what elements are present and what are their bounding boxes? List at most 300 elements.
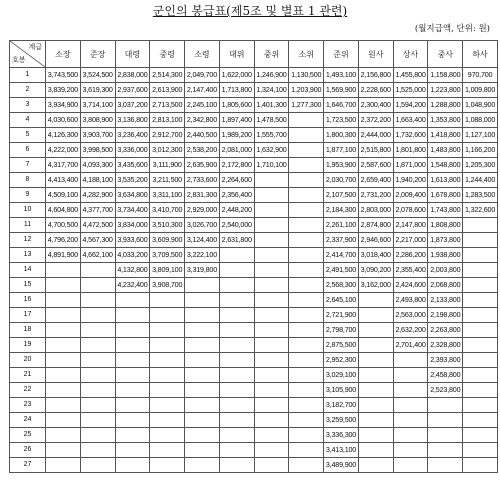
salary-cell: 2,713,500 — [150, 98, 185, 113]
salary-cell: 2,147,400 — [185, 83, 220, 98]
salary-cell: 3,012,300 — [150, 143, 185, 158]
salary-cell: 2,838,000 — [115, 68, 150, 83]
salary-cell: 2,009,400 — [393, 188, 428, 203]
salary-cell — [289, 248, 324, 263]
salary-cell — [289, 113, 324, 128]
salary-cell: 4,232,400 — [115, 278, 150, 293]
salary-cell — [219, 368, 254, 383]
salary-cell: 1,663,400 — [393, 113, 428, 128]
salary-cell: 3,709,500 — [150, 248, 185, 263]
salary-cell — [358, 383, 393, 398]
salary-cell: 2,261,100 — [324, 218, 359, 233]
salary-cell — [150, 428, 185, 443]
salary-cell — [393, 368, 428, 383]
table-row — [10, 428, 498, 443]
salary-cell — [80, 383, 115, 398]
salary-cell — [358, 458, 393, 473]
salary-cell: 1,594,200 — [393, 98, 428, 113]
salary-cell: 1,801,800 — [393, 143, 428, 158]
salary-cell — [115, 443, 150, 458]
salary-cell — [393, 443, 428, 458]
salary-cell — [46, 443, 81, 458]
salary-cell: 1,283,500 — [463, 188, 498, 203]
salary-cell: 2,156,800 — [358, 68, 393, 83]
salary-cell: 2,328,800 — [428, 338, 463, 353]
salary-cell: 2,172,800 — [219, 158, 254, 173]
salary-cell: 3,743,500 — [46, 68, 81, 83]
salary-cell: 2,875,500 — [324, 338, 359, 353]
step-cell: 5 — [10, 128, 46, 143]
salary-cell: 4,188,100 — [80, 173, 115, 188]
salary-cell — [80, 278, 115, 293]
salary-cell: 2,493,800 — [393, 293, 428, 308]
salary-cell: 2,813,100 — [150, 113, 185, 128]
salary-cell — [115, 458, 150, 473]
salary-cell — [289, 293, 324, 308]
salary-cell: 1,166,200 — [463, 143, 498, 158]
salary-cell — [80, 308, 115, 323]
salary-cell: 3,222,100 — [185, 248, 220, 263]
salary-cell — [289, 353, 324, 368]
salary-cell: 1,873,800 — [428, 233, 463, 248]
salary-cell — [358, 398, 393, 413]
column-header-major: 소령 — [185, 41, 220, 68]
salary-cell: 2,733,600 — [185, 173, 220, 188]
salary-cell: 3,834,000 — [115, 218, 150, 233]
salary-cell: 3,236,400 — [115, 128, 150, 143]
salary-cell: 1,800,300 — [324, 128, 359, 143]
salary-cell — [150, 398, 185, 413]
table-row — [10, 98, 498, 113]
column-header-colonel: 대령 — [115, 41, 150, 68]
table-row — [10, 278, 498, 293]
salary-cell: 2,078,600 — [393, 203, 428, 218]
salary-cell — [463, 218, 498, 233]
salary-cell: 2,946,600 — [358, 233, 393, 248]
salary-cell — [115, 353, 150, 368]
salary-cell — [46, 308, 81, 323]
salary-cell: 1,048,900 — [463, 98, 498, 113]
salary-cell: 2,414,700 — [324, 248, 359, 263]
salary-cell: 4,662,100 — [80, 248, 115, 263]
salary-cell: 2,912,700 — [150, 128, 185, 143]
salary-cell — [289, 263, 324, 278]
step-cell: 27 — [10, 458, 46, 473]
salary-cell: 1,130,500 — [289, 68, 324, 83]
salary-cell: 4,093,300 — [80, 158, 115, 173]
salary-cell: 2,631,800 — [219, 233, 254, 248]
salary-cell — [463, 368, 498, 383]
table-row — [10, 323, 498, 338]
step-cell: 21 — [10, 368, 46, 383]
salary-cell: 3,734,400 — [115, 203, 150, 218]
step-cell: 16 — [10, 293, 46, 308]
salary-cell — [150, 353, 185, 368]
step-cell: 7 — [10, 158, 46, 173]
salary-cell: 3,934,900 — [46, 98, 81, 113]
salary-cell — [46, 428, 81, 443]
step-cell: 23 — [10, 398, 46, 413]
salary-cell: 2,355,400 — [393, 263, 428, 278]
salary-cell — [185, 443, 220, 458]
salary-cell: 2,440,500 — [185, 128, 220, 143]
salary-cell — [80, 458, 115, 473]
step-cell: 18 — [10, 323, 46, 338]
salary-cell: 3,634,800 — [115, 188, 150, 203]
salary-cell — [254, 398, 289, 413]
salary-cell: 1,940,200 — [393, 173, 428, 188]
salary-cell — [254, 203, 289, 218]
salary-cell — [254, 173, 289, 188]
salary-cell — [219, 308, 254, 323]
salary-cell: 4,472,500 — [80, 218, 115, 233]
salary-cell: 4,222,000 — [46, 143, 81, 158]
salary-cell: 1,713,800 — [219, 83, 254, 98]
salary-cell: 2,831,300 — [185, 188, 220, 203]
salary-cell: 2,514,300 — [150, 68, 185, 83]
salary-cell — [219, 293, 254, 308]
salary-cell: 2,337,900 — [324, 233, 359, 248]
salary-cell — [219, 278, 254, 293]
salary-cell: 3,111,900 — [150, 158, 185, 173]
salary-cell: 2,049,700 — [185, 68, 220, 83]
salary-cell — [115, 428, 150, 443]
salary-cell — [289, 278, 324, 293]
salary-cell: 2,342,800 — [185, 113, 220, 128]
salary-cell: 3,809,100 — [150, 263, 185, 278]
column-header-sergeant-major: 원사 — [358, 41, 393, 68]
salary-cell: 2,107,500 — [324, 188, 359, 203]
salary-cell: 2,228,600 — [358, 83, 393, 98]
salary-cell — [254, 218, 289, 233]
salary-cell: 3,903,700 — [80, 128, 115, 143]
salary-cell: 1,710,100 — [254, 158, 289, 173]
table-row — [10, 158, 498, 173]
salary-cell: 1,455,800 — [393, 68, 428, 83]
salary-cell: 4,796,200 — [46, 233, 81, 248]
salary-cell — [115, 338, 150, 353]
salary-cell — [219, 248, 254, 263]
salary-cell — [80, 293, 115, 308]
salary-cell — [254, 443, 289, 458]
step-cell: 4 — [10, 113, 46, 128]
salary-cell — [80, 263, 115, 278]
salary-cell — [80, 353, 115, 368]
salary-cell: 1,158,800 — [428, 68, 463, 83]
salary-cell — [358, 323, 393, 338]
salary-cell: 2,929,000 — [185, 203, 220, 218]
salary-cell — [254, 428, 289, 443]
salary-cell — [254, 323, 289, 338]
step-cell: 12 — [10, 233, 46, 248]
salary-cell — [428, 443, 463, 458]
table-row — [10, 398, 498, 413]
salary-cell — [150, 368, 185, 383]
step-cell: 11 — [10, 218, 46, 233]
salary-cell — [80, 413, 115, 428]
salary-cell — [358, 413, 393, 428]
step-cell: 14 — [10, 263, 46, 278]
column-header-first-lieutenant: 중위 — [254, 41, 289, 68]
salary-cell: 3,090,200 — [358, 263, 393, 278]
salary-cell — [219, 263, 254, 278]
salary-cell — [463, 353, 498, 368]
step-cell: 13 — [10, 248, 46, 263]
salary-cell: 4,604,800 — [46, 203, 81, 218]
step-cell: 19 — [10, 338, 46, 353]
salary-cell: 3,124,400 — [185, 233, 220, 248]
corner-label-rank: 계급 — [28, 43, 42, 51]
corner-header-cell — [10, 41, 46, 68]
step-cell: 17 — [10, 308, 46, 323]
salary-cell — [185, 338, 220, 353]
salary-cell: 3,105,900 — [324, 383, 359, 398]
salary-cell — [150, 383, 185, 398]
salary-cell: 1,613,800 — [428, 173, 463, 188]
step-cell: 2 — [10, 83, 46, 98]
salary-cell: 2,264,600 — [219, 173, 254, 188]
salary-cell — [185, 368, 220, 383]
salary-cell: 4,567,300 — [80, 233, 115, 248]
table-row — [10, 173, 498, 188]
salary-cell: 3,018,400 — [358, 248, 393, 263]
salary-cell — [150, 338, 185, 353]
salary-cell: 3,259,500 — [324, 413, 359, 428]
salary-cell — [289, 383, 324, 398]
table-row — [10, 443, 498, 458]
salary-cell: 3,037,200 — [115, 98, 150, 113]
salary-cell — [393, 428, 428, 443]
salary-cell — [80, 368, 115, 383]
column-header-staff-sergeant: 중사 — [428, 41, 463, 68]
step-cell: 22 — [10, 383, 46, 398]
salary-cell: 3,211,500 — [150, 173, 185, 188]
salary-cell: 1,953,900 — [324, 158, 359, 173]
salary-cell — [254, 368, 289, 383]
salary-cell: 2,874,800 — [358, 218, 393, 233]
salary-cell — [185, 293, 220, 308]
salary-cell — [80, 443, 115, 458]
salary-cell — [46, 368, 81, 383]
salary-cell: 1,127,100 — [463, 128, 498, 143]
salary-cell: 1,732,600 — [393, 128, 428, 143]
column-header-warrant-officer: 준위 — [324, 41, 359, 68]
salary-cell — [185, 353, 220, 368]
salary-cell: 2,952,300 — [324, 353, 359, 368]
table-row — [10, 83, 498, 98]
step-cell: 15 — [10, 278, 46, 293]
salary-cell: 3,908,700 — [150, 278, 185, 293]
salary-cell — [358, 353, 393, 368]
salary-cell — [463, 428, 498, 443]
table-row — [10, 353, 498, 368]
salary-cell — [428, 398, 463, 413]
corner-label-step: 호봉 — [12, 56, 26, 64]
salary-cell: 1,569,900 — [324, 83, 359, 98]
salary-cell — [115, 368, 150, 383]
salary-cell — [463, 308, 498, 323]
salary-cell: 2,701,400 — [393, 338, 428, 353]
salary-cell — [185, 413, 220, 428]
salary-cell: 4,030,600 — [46, 113, 81, 128]
salary-cell — [289, 188, 324, 203]
salary-cell — [254, 338, 289, 353]
table-row — [10, 308, 498, 323]
table-row — [10, 218, 498, 233]
salary-cell — [150, 413, 185, 428]
salary-cell — [219, 458, 254, 473]
salary-cell: 1,743,800 — [428, 203, 463, 218]
salary-cell — [289, 233, 324, 248]
salary-cell: 2,568,300 — [324, 278, 359, 293]
salary-cell — [289, 398, 324, 413]
salary-cell: 4,317,700 — [46, 158, 81, 173]
salary-cell — [463, 398, 498, 413]
salary-cell — [463, 293, 498, 308]
salary-cell — [115, 308, 150, 323]
salary-cell — [46, 278, 81, 293]
salary-cell: 2,030,700 — [324, 173, 359, 188]
salary-cell — [289, 143, 324, 158]
table-row — [10, 233, 498, 248]
salary-cell — [185, 428, 220, 443]
salary-cell: 2,300,400 — [358, 98, 393, 113]
salary-cell: 1,493,100 — [324, 68, 359, 83]
salary-cell: 4,891,900 — [46, 248, 81, 263]
salary-cell — [185, 278, 220, 293]
salary-cell: 3,609,900 — [150, 233, 185, 248]
salary-cell: 1,478,500 — [254, 113, 289, 128]
salary-cell — [254, 263, 289, 278]
salary-cell — [358, 443, 393, 458]
salary-cell — [289, 338, 324, 353]
column-header-master-sergeant: 상사 — [393, 41, 428, 68]
salary-cell — [254, 293, 289, 308]
table-row — [10, 383, 498, 398]
salary-cell — [150, 308, 185, 323]
salary-cell: 3,336,300 — [324, 428, 359, 443]
salary-cell: 1,555,700 — [254, 128, 289, 143]
table-row — [10, 188, 498, 203]
table-row — [10, 338, 498, 353]
table-row — [10, 458, 498, 473]
salary-cell: 3,489,900 — [324, 458, 359, 473]
salary-cell: 3,619,300 — [80, 83, 115, 98]
salary-cell — [254, 353, 289, 368]
salary-cell: 4,700,500 — [46, 218, 81, 233]
salary-cell: 3,410,700 — [150, 203, 185, 218]
salary-cell — [463, 413, 498, 428]
salary-cell: 2,491,500 — [324, 263, 359, 278]
salary-cell: 1,678,800 — [428, 188, 463, 203]
salary-cell: 4,413,400 — [46, 173, 81, 188]
salary-cell — [80, 323, 115, 338]
step-cell: 9 — [10, 188, 46, 203]
salary-cell: 3,524,500 — [80, 68, 115, 83]
salary-cell: 2,286,200 — [393, 248, 428, 263]
salary-cell — [289, 323, 324, 338]
salary-cell — [463, 248, 498, 263]
salary-cell: 1,632,900 — [254, 143, 289, 158]
step-cell: 26 — [10, 443, 46, 458]
salary-cell — [254, 188, 289, 203]
salary-cell: 1,548,800 — [428, 158, 463, 173]
document-title-text: 군인의 봉급표(제5조 및 별표 1 관련) — [152, 4, 348, 18]
salary-cell: 3,336,000 — [115, 143, 150, 158]
salary-cell: 2,068,800 — [428, 278, 463, 293]
salary-cell: 1,322,600 — [463, 203, 498, 218]
salary-cell: 1,205,300 — [463, 158, 498, 173]
salary-cell: 2,444,000 — [358, 128, 393, 143]
salary-cell — [463, 383, 498, 398]
salary-cell: 2,515,800 — [358, 143, 393, 158]
salary-cell — [80, 398, 115, 413]
salary-cell: 3,136,800 — [115, 113, 150, 128]
salary-cell: 4,126,300 — [46, 128, 81, 143]
salary-cell: 1,223,800 — [428, 83, 463, 98]
salary-cell — [289, 443, 324, 458]
table-row — [10, 248, 498, 263]
table-row — [10, 263, 498, 278]
salary-cell — [219, 338, 254, 353]
salary-cell: 3,029,100 — [324, 368, 359, 383]
salary-cell: 2,540,000 — [219, 218, 254, 233]
salary-cell: 2,613,900 — [150, 83, 185, 98]
salary-cell — [80, 428, 115, 443]
column-header-captain: 대위 — [219, 41, 254, 68]
salary-cell: 1,808,800 — [428, 218, 463, 233]
salary-cell: 4,282,900 — [80, 188, 115, 203]
salary-cell: 2,448,200 — [219, 203, 254, 218]
salary-cell — [185, 398, 220, 413]
salary-cell: 2,645,100 — [324, 293, 359, 308]
salary-cell: 3,535,200 — [115, 173, 150, 188]
step-cell: 8 — [10, 173, 46, 188]
salary-cell — [219, 383, 254, 398]
salary-cell — [254, 458, 289, 473]
salary-cell — [46, 398, 81, 413]
salary-cell — [289, 413, 324, 428]
salary-cell: 1,805,600 — [219, 98, 254, 113]
table-row — [10, 68, 498, 83]
salary-cell — [46, 293, 81, 308]
salary-cell — [254, 248, 289, 263]
salary-cell — [115, 398, 150, 413]
salary-cell — [46, 413, 81, 428]
table-row — [10, 368, 498, 383]
salary-cell: 2,198,800 — [428, 308, 463, 323]
salary-cell: 3,026,700 — [185, 218, 220, 233]
salary-cell — [254, 383, 289, 398]
salary-cell: 3,998,500 — [80, 143, 115, 158]
salary-cell: 3,435,600 — [115, 158, 150, 173]
column-header-lieutenant-colonel: 중령 — [150, 41, 185, 68]
salary-cell: 1,877,100 — [324, 143, 359, 158]
salary-cell: 1,009,800 — [463, 83, 498, 98]
salary-cell — [463, 233, 498, 248]
salary-cell — [219, 398, 254, 413]
salary-cell — [393, 353, 428, 368]
salary-cell: 3,933,600 — [115, 233, 150, 248]
salary-cell — [254, 233, 289, 248]
step-cell: 20 — [10, 353, 46, 368]
column-header-sergeant: 하사 — [463, 41, 498, 68]
salary-cell: 4,377,700 — [80, 203, 115, 218]
salary-cell — [115, 323, 150, 338]
salary-cell: 2,133,800 — [428, 293, 463, 308]
salary-cell: 4,132,800 — [115, 263, 150, 278]
salary-cell — [150, 458, 185, 473]
